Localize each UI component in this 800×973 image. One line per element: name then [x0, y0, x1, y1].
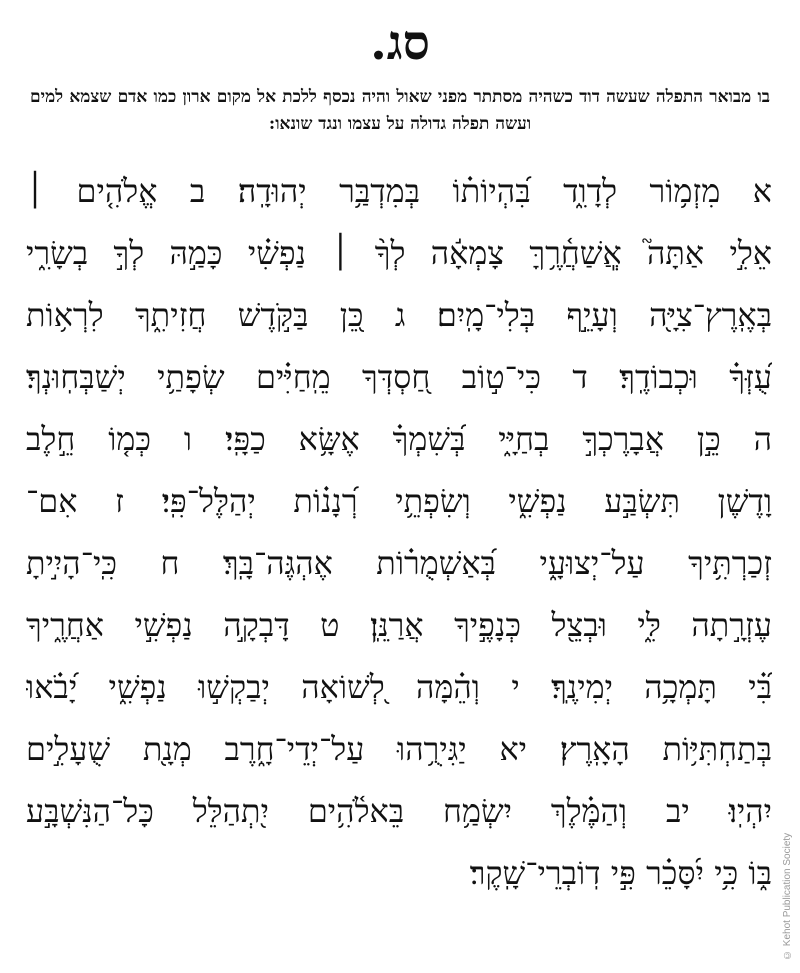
chapter-introduction: בו מבואר התפלה שעשה דוד כשהיה מסתתר מפני שאול והיה נכסף ללכת אל מקום ארון כמו אדם שצמא למים ועשה תפלה גדולה על עצמו ונגד שונאו:	[30, 87, 770, 134]
verse-line: יִהְיֽוּ׃ יב וְהַמֶּ֗לֶךְ יִשְׂמַ֥ח בֵּאלֹ֫הִ֥ים יִ֭תְהַלֵּל כָּל־הַנִּשְׁבָּ֣ע	[26, 792, 772, 830]
verse-line: עֶזְרָ֣תָה לִּ֑י וּבְצֵ֖ל כְּנָפֶ֣יךָ אֲרַנֵּֽן׃ ט דָּבְקָ֣ה נַפְשִׁ֣י אַחֲרֶ֑יךָ	[26, 606, 772, 644]
verse-line: ה כֵּ֣ן אֲבָרֶכְךָ֣ בְחַיָּ֑י בְּ֝שִׁמְךָ֗ אֶשָּׂ֥א כַפָּֽי׃ ו כְּמ֤וֹ חֵ֣לֶב	[26, 420, 772, 458]
chapter-number: סג.	[370, 15, 430, 71]
verse-line: בְּאֶֽרֶץ־צִיָּ֖ה וְעָיֵ֣ף בְּלִי־מָֽיִם׃ ג כֵּ֭ן בַּקֹּ֣דֶשׁ חֲזִיתִ֑ךָ לִרְא֥וֹת	[26, 296, 772, 334]
verse-line: בִּ֝֗י תָּמְכָ֥ה יְמִינֶֽךָ׃ י וְהֵ֗מָּה לְ֭שׁוֹאָה יְבַקְשׁ֣וּ נַפְשִׁ֑י יָ֝בֹ֗אוּ	[26, 668, 772, 706]
copyright-credit: © Kehot Publication Society	[782, 832, 793, 960]
verse-line: א מִזְמ֥וֹר לְדָוִ֑ד בִּ֝הְיוֹת֗וֹ בְּמִדְבַּ֥ר יְהוּדָֽה׃ ב אֱלֹהִ֤ים ׀	[26, 172, 772, 210]
verse-line: בּ֑וֹ כִּ֥י יִ֝סָּכֵ֗ר פִּ֣י דֽוֹבְרֵי־שָֽׁקֶר׃	[469, 854, 772, 892]
verse-line: אֵלִ֣י אַתָּה֮ אֲֽשַׁחֲ֫רֶ֥ךָּ צָמְאָ֬ה לְךָ֨ ׀ נַפְשִׁ֗י כָּמַ֣הּ לְךָ֣ בְשָׂרִ֑י	[26, 234, 772, 272]
verse-line: וָ֭דֶשֶׁן תִּשְׂבַּ֣ע נַפְשִׁ֑י וְשִׂפְתֵ֥י רְ֝נָנ֗וֹת יְהַלֶּל־פִּֽי׃ ז אִם־	[26, 482, 772, 520]
psalm-verses	[26, 160, 772, 904]
verse-line: עֻ֝זְּךָ֗ וּכְבוֹדֶֽךָ׃ ד כִּי־ט֣וֹב חַ֭סְדְּךָ מֵֽחַיִּ֗ים שְׂפָתַ֥י יְשַׁבְּחֽוּנְךָ׃	[26, 358, 772, 396]
verse-line: זְכַרְתִּ֥יךָ עַל־יְצוּעָ֑י בְּ֝אַשְׁמֻר֗וֹת אֶהְגֶּה־בָּֽךְ׃ ח כִּֽי־הָיִ֣יתָ	[26, 544, 772, 582]
verse-line: בְּתַחְתִּיּ֥וֹת הָאָֽרֶץ׃ יא יַגִּירֻ֥הוּ עַל־יְדֵי־חָ֑רֶב מְנָ֖ת שֻׁעָלִ֣ים	[26, 730, 772, 768]
